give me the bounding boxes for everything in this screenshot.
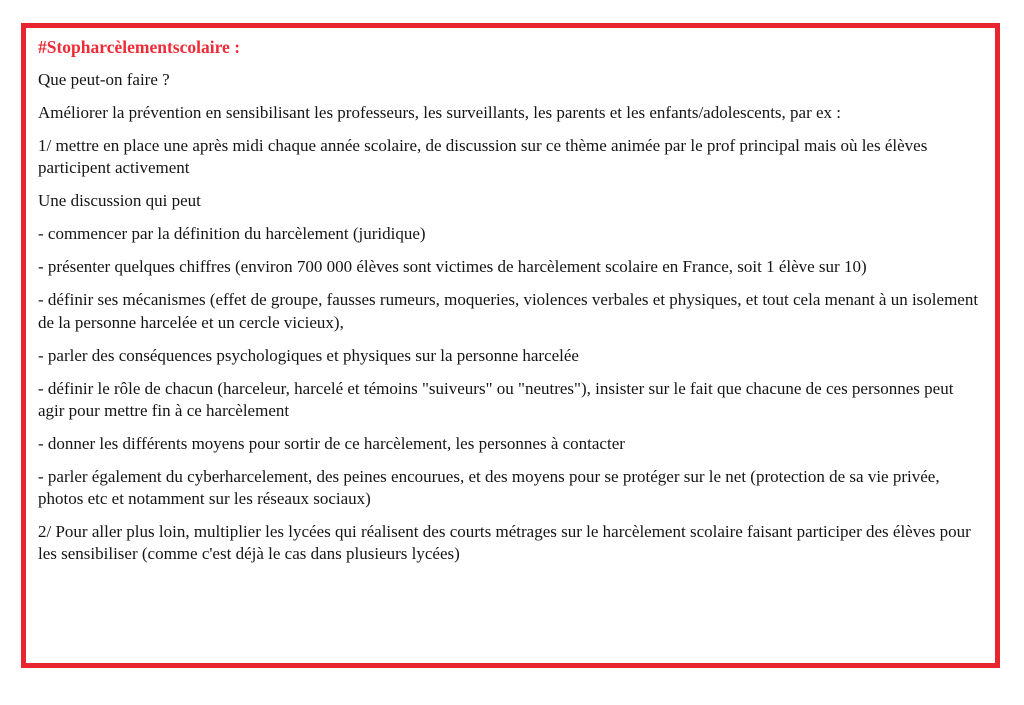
paragraph: Que peut-on faire ? [38, 69, 170, 89]
paragraph: - donner les différents moyens pour sortir de ce harcèlement, les personnes à contacter [38, 433, 625, 453]
paragraph: - définir ses mécanismes (effet de groupe, fausses rumeurs, moqueries, violences verbales et physiques, et tout cela menant à un isolement de la personne harcelée et un cercle vicieux), [38, 290, 979, 332]
paragraph: - commencer par la définition du harcèlement (juridique) [38, 224, 426, 244]
paragraph-list [38, 69, 983, 566]
paragraph: 2/ Pour aller plus loin, multiplier les lycées qui réalisent des courts métrages sur le harcèlement scolaire faisant participer des élèves pour les sensibiliser (comme c'est déjà le cas dans plusieurs lycées) [38, 522, 971, 564]
paragraph: Une discussion qui peut [38, 191, 201, 211]
paragraph: - parler également du cyberharcelement, des peines encourues, et des moyens pour se protéger sur le net (protection de sa vie privée, photos etc et notamment sur les réseaux sociaux) [38, 466, 940, 509]
document-title: #Stopharcèlementscolaire : [38, 37, 241, 57]
paragraph: - parler des conséquences psychologiques et physiques sur la personne harcelée [38, 345, 579, 365]
red-border-box [21, 23, 1000, 668]
paragraph: Améliorer la prévention en sensibilisant les professeurs, les surveillants, les parents et les enfants/adolescents, par ex : [38, 102, 842, 122]
paragraph: 1/ mettre en place une après midi chaque année scolaire, de discussion sur ce thème animée par le prof principal mais où les élèves participent activement [38, 135, 928, 178]
paragraph: - présenter quelques chiffres (environ 700 000 élèves sont victimes de harcèlement scolaire en France, soit 1 élève sur 10) [38, 257, 867, 277]
paragraph: - définir le rôle de chacun (harceleur, harcelé et témoins "suiveurs" ou "neutres"), insister sur le fait que chacune de ces personnes peut agir pour mettre fin à ce harcèlement [38, 378, 954, 420]
